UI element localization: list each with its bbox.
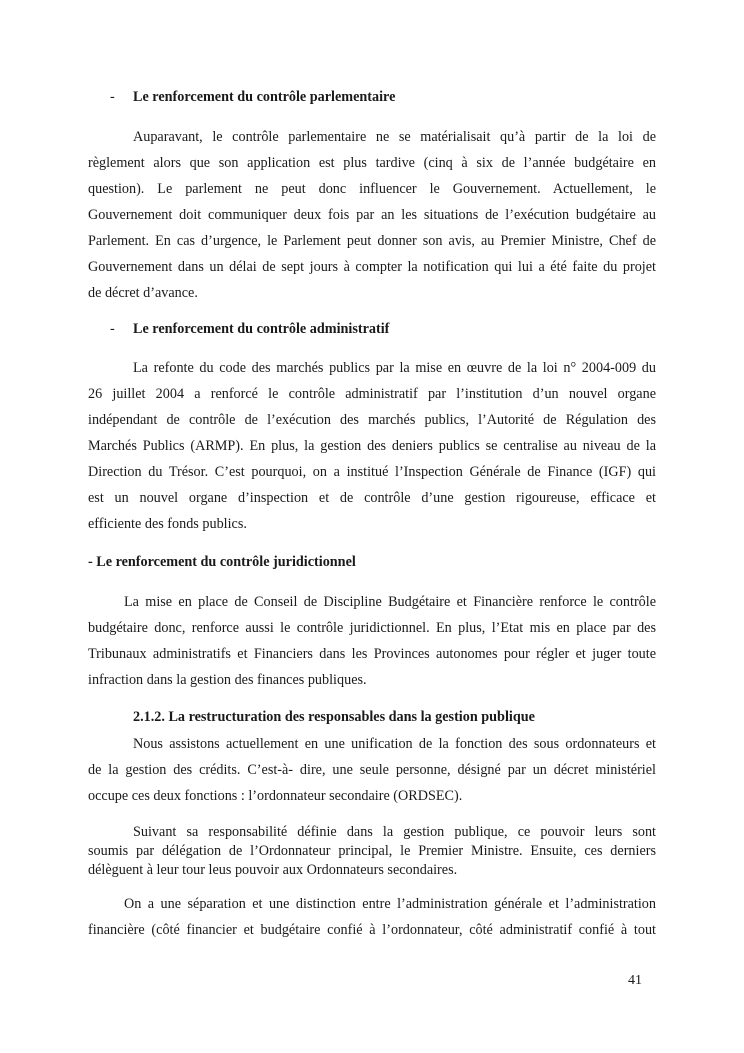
page-number: 41: [628, 973, 642, 988]
text-line: Auparavant, le contrôle parlementaire ne se matérialisait qu’à partir de la loi de: [133, 129, 656, 145]
text-line: Gouvernement dans un délai de sept jours à compter la notification qui lui a été faite du projet: [88, 259, 656, 275]
text-line: Tribunaux administratifs et Financiers dans les Provinces autonomes pour régler et juger toute: [88, 646, 656, 662]
text-line: Direction du Trésor. C’est pourquoi, on a institué l’Inspection Générale de Finance (IGF) qui: [88, 464, 656, 480]
text-line: est un nouvel organe d’inspection et de contrôle d’une gestion rigoureuse, efficace et: [88, 490, 656, 506]
section1-paragraph: [88, 124, 656, 306]
text-line: On a une séparation et une distinction entre l’administration générale et l’administration: [124, 896, 656, 912]
text-line: Marchés Publics (ARMP). En plus, la gestion des deniers publics se centralise au niveau de la: [88, 438, 656, 454]
section4-paragraph-3: [88, 891, 656, 943]
text-line: Parlement. En cas d’urgence, le Parlement peut donner son avis, au Premier Ministre, Chef de: [88, 233, 656, 249]
section2-heading: Le renforcement du contrôle administratif: [133, 321, 390, 337]
text-line: délèguent à leur tour leus pouvoir aux Ordonnateurs secondaires.: [88, 862, 458, 878]
text-line: La refonte du code des marchés publics par la mise en œuvre de la loi n° 2004-009 du: [133, 360, 656, 376]
text-line: indépendant de contrôle de l’exécution des marchés publics, l’Autorité de Régulation des: [88, 412, 656, 428]
text-line: efficiente des fonds publics.: [88, 516, 247, 532]
text-line: financière (côté financier et budgétaire confié à l’ordonnateur, côté administratif confié à tout: [88, 922, 656, 938]
section4-paragraph-1: [88, 731, 656, 809]
text-line: soumis par délégation de l’Ordonnateur principal, le Premier Ministre. Ensuite, ces derniers: [88, 843, 656, 859]
section2-dash: -: [110, 321, 115, 337]
text-line: budgétaire donc, renforce aussi le contrôle juridictionnel. En plus, l’Etat mis en place par des: [88, 620, 656, 636]
text-line: Gouvernement doit communiquer deux fois par an les situations de l’exécution budgétaire au: [88, 207, 656, 223]
text-line: Nous assistons actuellement en une unification de la fonction des sous ordonnateurs et: [133, 736, 656, 752]
section4-heading: 2.1.2. La restructuration des responsables dans la gestion publique: [133, 709, 535, 725]
section2-paragraph: [88, 355, 656, 537]
section4-paragraph-2: [88, 823, 656, 880]
section3-heading: - Le renforcement du contrôle juridictionnel: [88, 554, 356, 570]
text-line: de la gestion des crédits. C’est-à- dire, une seule personne, désigné par un décret ministériel: [88, 762, 656, 778]
text-line: règlement alors que son application est plus tardive (cinq à six de l’année budgétaire en: [88, 155, 656, 171]
section3-paragraph: [88, 589, 656, 693]
text-line: 26 juillet 2004 a renforcé le contrôle administratif par l’institution d’un nouvel organe: [88, 386, 656, 402]
text-line: Suivant sa responsabilité définie dans la gestion publique, ce pouvoir leurs sont: [133, 824, 656, 840]
text-line: La mise en place de Conseil de Discipline Budgétaire et Financière renforce le contrôle: [124, 594, 656, 610]
text-line: infraction dans la gestion des finances publiques.: [88, 672, 367, 688]
section1-dash: -: [110, 89, 115, 105]
section1-heading: Le renforcement du contrôle parlementaire: [133, 89, 396, 105]
text-line: question). Le parlement ne peut donc influencer le Gouvernement. Actuellement, le: [88, 181, 656, 197]
text-line: occupe ces deux fonctions : l’ordonnateur secondaire (ORDSEC).: [88, 788, 463, 804]
text-line: de décret d’avance.: [88, 285, 198, 301]
